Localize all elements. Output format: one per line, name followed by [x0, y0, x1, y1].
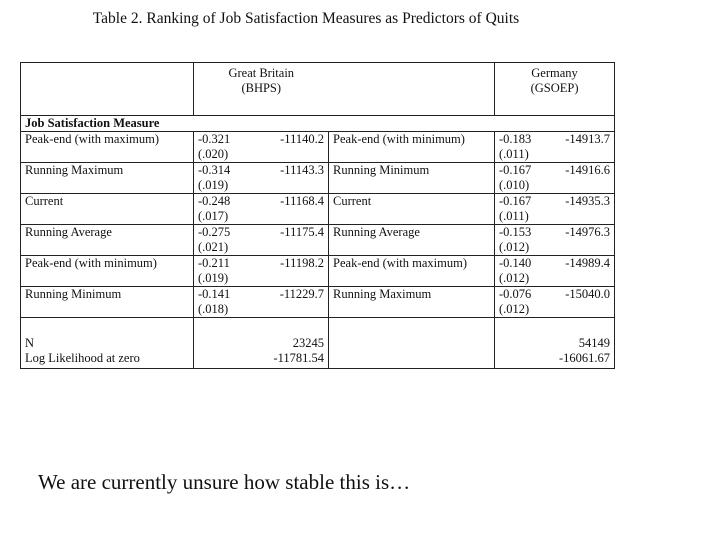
header-blank-cell [21, 63, 194, 116]
gb-coef: -0.248 [198, 194, 231, 208]
ll-label: Log Likelihood at zero [25, 351, 140, 365]
n-label: N [25, 336, 35, 350]
de-name: Germany [531, 66, 578, 80]
de-measure: Current [333, 194, 372, 208]
gb-header [194, 63, 329, 116]
table-row [21, 132, 615, 163]
measure-label: Job Satisfaction Measure [21, 116, 615, 132]
footer-row [21, 318, 615, 369]
de-ll-cell [545, 163, 615, 194]
footer-labels [21, 318, 194, 369]
gb-ll: -11140.2 [280, 132, 325, 146]
de-se: (.012) [499, 302, 530, 316]
gb-measure-cell [21, 194, 194, 225]
gb-se: (.018) [198, 302, 229, 316]
de-measure: Running Average [333, 225, 420, 239]
gb-coef-cell [194, 163, 244, 194]
table-row [21, 256, 615, 287]
de-ll-cell [545, 132, 615, 163]
de-coef-cell [495, 287, 545, 318]
gb-se: (.019) [198, 178, 229, 192]
gb-se: (.021) [198, 240, 229, 254]
gb-ll-cell [244, 132, 329, 163]
gb-measure: Running Minimum [25, 287, 122, 301]
gb-measure: Peak-end (with minimum) [25, 256, 157, 270]
gb-ll-cell [244, 163, 329, 194]
gb-measure-cell [21, 256, 194, 287]
gb-ll: -11168.4 [280, 194, 325, 208]
slide-caption: We are currently unsure how stable this is… [38, 470, 411, 494]
de-n: 54149 [578, 336, 611, 350]
table-row [21, 287, 615, 318]
gb-ll-cell [244, 194, 329, 225]
de-ll: -14976.3 [565, 225, 611, 239]
de-se: (.012) [499, 240, 530, 254]
de-se: (.010) [499, 178, 530, 192]
gb-ll: -11143.3 [280, 163, 325, 177]
de-ll-cell [545, 287, 615, 318]
de-measure-cell [329, 132, 495, 163]
gb-ll: -11229.7 [279, 287, 325, 301]
de-ll: -14935.3 [565, 194, 611, 208]
de-coef: -0.140 [499, 256, 532, 270]
gb-n: 23245 [292, 336, 325, 350]
gb-ll-cell [244, 256, 329, 287]
de-measure: Peak-end (with maximum) [333, 256, 468, 270]
de-ll: -15040.0 [565, 287, 611, 301]
de-ll: -14916.6 [565, 163, 611, 177]
de-header [495, 63, 615, 116]
gb-coef-cell [194, 132, 244, 163]
de-measure-cell [329, 256, 495, 287]
gb-se: (.019) [198, 271, 229, 285]
de-measure-cell [329, 163, 495, 194]
gb-ll-cell [244, 287, 329, 318]
de-ll-cell [545, 225, 615, 256]
de-ll-cell [545, 194, 615, 225]
de-coef: -0.167 [499, 163, 532, 177]
gb-se: (.020) [198, 147, 229, 161]
de-coef-cell [495, 256, 545, 287]
gb-coef: -0.141 [198, 287, 231, 301]
de-footer [495, 318, 615, 369]
de-measure-cell [329, 225, 495, 256]
de-source: (GSOEP) [530, 81, 579, 95]
gb-coef-cell [194, 287, 244, 318]
gb-coef-cell [194, 225, 244, 256]
de-se: (.011) [499, 209, 529, 223]
results-table [20, 62, 615, 369]
gb-measure: Running Maximum [25, 163, 124, 177]
de-measure: Running Maximum [333, 287, 432, 301]
gb-measure-cell [21, 225, 194, 256]
de-measure: Running Minimum [333, 163, 430, 177]
table-title: Table 2. Ranking of Job Satisfaction Measures as Predictors of Quits [92, 10, 520, 27]
gb-measure-cell [21, 287, 194, 318]
de-ll: -14913.7 [565, 132, 611, 146]
de-coef-cell [495, 132, 545, 163]
gb-coef-cell [194, 256, 244, 287]
gb-measure-cell [21, 163, 194, 194]
header-blank-cell-2 [329, 63, 495, 116]
gb-coef-cell [194, 194, 244, 225]
gb-name: Great Britain [228, 66, 295, 80]
de-coef: -0.076 [499, 287, 532, 301]
table-row [21, 225, 615, 256]
gb-ll-zero: -11781.54 [273, 351, 325, 365]
table-row [21, 194, 615, 225]
gb-footer [194, 318, 329, 369]
table-row [21, 163, 615, 194]
gb-ll-cell [244, 225, 329, 256]
measure-label-row [21, 116, 615, 132]
gb-measure: Current [25, 194, 64, 208]
de-coef-cell [495, 225, 545, 256]
header-row [21, 63, 615, 116]
de-measure-cell [329, 287, 495, 318]
de-ll-cell [545, 256, 615, 287]
gb-coef: -0.275 [198, 225, 231, 239]
gb-se: (.017) [198, 209, 229, 223]
gb-ll: -11198.2 [280, 256, 325, 270]
de-coef: -0.153 [499, 225, 532, 239]
de-se: (.012) [499, 271, 530, 285]
de-ll: -14989.4 [565, 256, 611, 270]
gb-measure: Running Average [25, 225, 112, 239]
de-measure: Peak-end (with minimum) [333, 132, 465, 146]
de-ll-zero: -16061.67 [558, 351, 611, 365]
gb-coef: -0.211 [198, 256, 230, 270]
footer-blank-cell [329, 318, 495, 369]
gb-measure-cell [21, 132, 194, 163]
de-coef: -0.167 [499, 194, 532, 208]
gb-coef: -0.314 [198, 163, 231, 177]
de-coef-cell [495, 194, 545, 225]
de-coef-cell [495, 163, 545, 194]
de-measure-cell [329, 194, 495, 225]
gb-measure: Peak-end (with maximum) [25, 132, 159, 146]
gb-ll: -11175.4 [280, 225, 325, 239]
de-coef: -0.183 [499, 132, 532, 146]
gb-source: (BHPS) [241, 81, 282, 95]
gb-coef: -0.321 [198, 132, 231, 146]
de-se: (.011) [499, 147, 529, 161]
